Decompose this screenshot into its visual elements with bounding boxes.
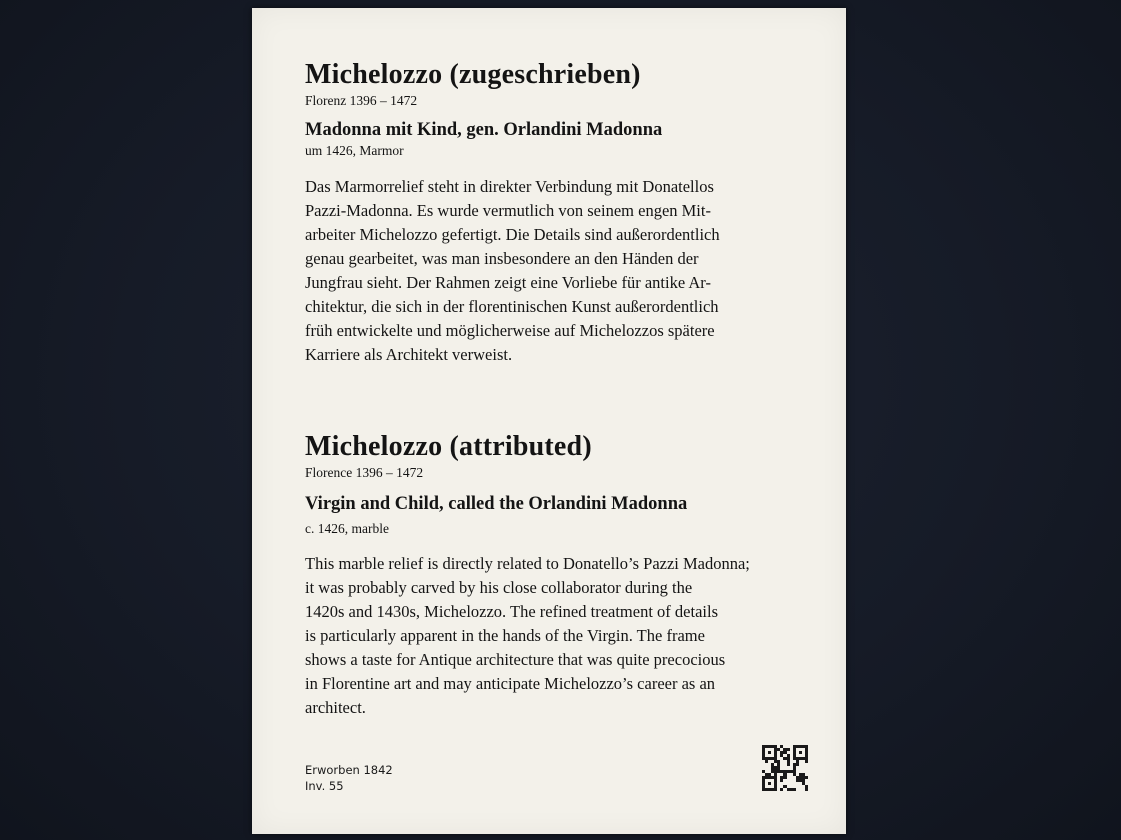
description-en-line: This marble relief is directly related to Donatello’s Pazzi Madonna; [305, 554, 750, 573]
description-en-line: shows a taste for Antique architecture that was quite precocious [305, 650, 726, 669]
description-en-line: 1420s and 1430s, Michelozzo. The refined treatment of details [305, 602, 718, 621]
inventory-number: Inv. 55 [305, 779, 344, 793]
description-de-line: Jungfrau sieht. Der Rahmen zeigt eine Vorliebe für antike Ar- [305, 273, 711, 292]
description-en-line: it was probably carved by his close collaborator during the [305, 578, 693, 597]
qr-code-icon [762, 745, 808, 791]
english-section [305, 430, 825, 720]
artist-name-en: Michelozzo (attributed) [305, 431, 592, 462]
description-de-line: Pazzi-Madonna. Es wurde vermutlich von seinem engen Mit- [305, 201, 711, 220]
description-en-line: architect. [305, 698, 366, 717]
german-section [305, 58, 825, 367]
description-de-line: Das Marmorrelief steht in direkter Verbindung mit Donatellos [305, 177, 714, 196]
artwork-meta-de: um 1426, Marmor [305, 143, 404, 158]
description-de [305, 175, 825, 367]
artist-life-en: Florence 1396 – 1472 [305, 465, 424, 480]
museum-label-card [252, 8, 846, 834]
description-en [305, 552, 825, 720]
artist-life-de: Florenz 1396 – 1472 [305, 93, 418, 108]
acquisition-info [305, 762, 393, 794]
artwork-title-de: Madonna mit Kind, gen. Orlandini Madonna [305, 120, 663, 140]
acquired-year: Erworben 1842 [305, 763, 393, 777]
artwork-meta-en: c. 1426, marble [305, 521, 389, 536]
artwork-title-en: Virgin and Child, called the Orlandini Madonna [305, 494, 688, 514]
description-en-line: in Florentine art and may anticipate Michelozzo’s career as an [305, 674, 716, 693]
description-de-line: Karriere als Architekt verweist. [305, 345, 513, 364]
description-en-line: is particularly apparent in the hands of the Virgin. The frame [305, 626, 705, 645]
description-de-line: chitektur, die sich in der florentinischen Kunst außerordentlich [305, 297, 719, 316]
description-de-line: früh entwickelte und möglicherweise auf Michelozzos spätere [305, 321, 715, 340]
artist-name-de: Michelozzo (zugeschrieben) [305, 59, 641, 90]
description-de-line: genau gearbeitet, was man insbesondere an den Händen der [305, 249, 699, 268]
description-de-line: arbeiter Michelozzo gefertigt. Die Details sind außerordentlich [305, 225, 720, 244]
